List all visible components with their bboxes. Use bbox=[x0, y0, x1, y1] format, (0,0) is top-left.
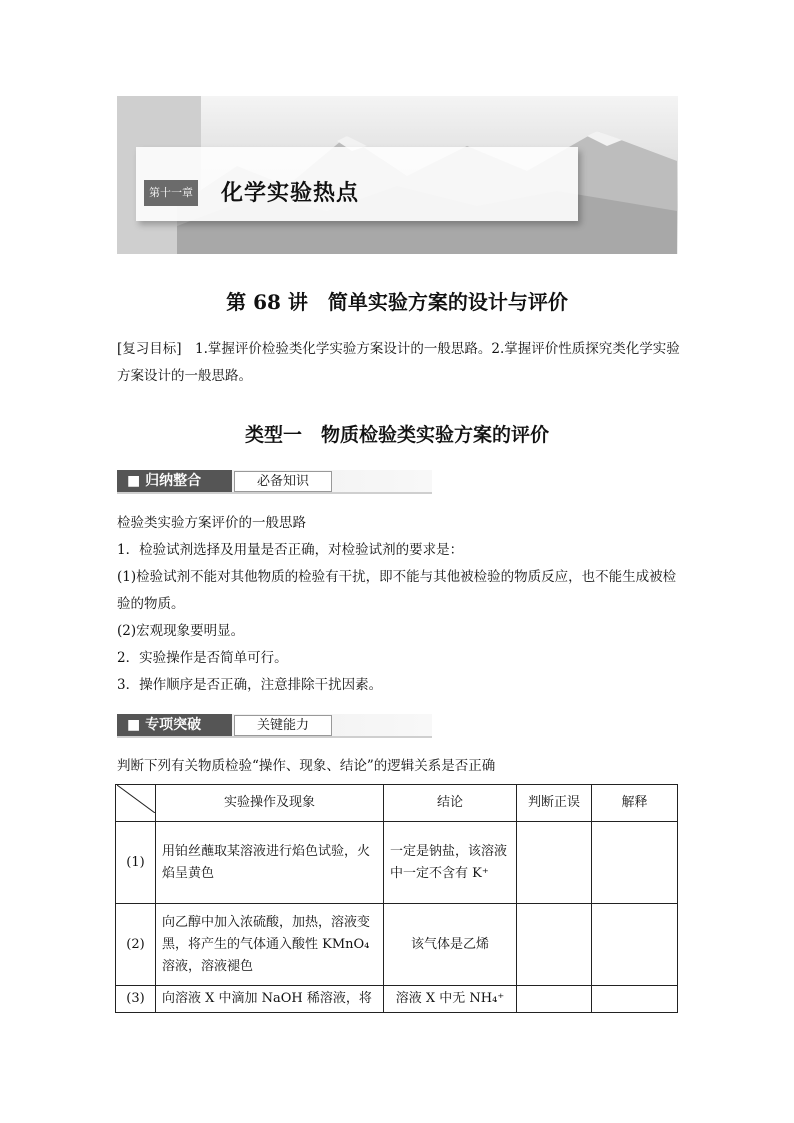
row-conclusion: 溶液 X 中无 NH₄⁺ bbox=[384, 986, 517, 1013]
table-intro: 判断下列有关物质检验“操作、现象、结论”的逻辑关系是否正确 bbox=[117, 758, 496, 774]
review-goal-label: [复习目标] bbox=[117, 341, 182, 357]
lecture-title: 第 68 讲 简单实验方案的设计与评价 bbox=[226, 290, 568, 314]
review-goal-text: 1.掌握评价检验类化学实验方案设计的一般思路。2.掌握评价性质探究类化学实验方案设计的一般思路。 bbox=[117, 341, 680, 384]
content-paragraph: 2．实验操作是否简单可行。 bbox=[117, 650, 288, 666]
row-judgement[interactable] bbox=[517, 986, 592, 1013]
content-block bbox=[117, 510, 682, 699]
content-heading: 检验类实验方案评价的一般思路 bbox=[117, 515, 306, 531]
judgement-table bbox=[115, 784, 678, 1013]
row-operation: 向溶液 X 中滴加 NaOH 稀溶液，将 bbox=[156, 986, 384, 1013]
section-label: ■ 专项突破 bbox=[117, 714, 232, 736]
header-operation: 实验操作及现象 bbox=[156, 785, 384, 822]
header-judgement: 判断正误 bbox=[517, 785, 592, 822]
chapter-banner bbox=[117, 96, 678, 254]
row-conclusion: 一定是钠盐，该溶液中一定不含有 K⁺ bbox=[384, 822, 517, 904]
section-bar-practice bbox=[117, 714, 432, 738]
row-judgement[interactable] bbox=[517, 822, 592, 904]
table-header-row bbox=[116, 785, 678, 822]
section-bar-summary bbox=[117, 470, 432, 494]
header-conclusion: 结论 bbox=[384, 785, 517, 822]
type-title: 类型一 物质检验类实验方案的评价 bbox=[244, 424, 549, 446]
diagonal-line bbox=[117, 785, 155, 813]
row-operation: 用铂丝蘸取某溶液进行焰色试验，火焰呈黄色 bbox=[156, 822, 384, 904]
row-number: (1) bbox=[116, 822, 156, 904]
content-paragraph: (2)宏观现象要明显。 bbox=[117, 623, 245, 639]
header-explanation: 解释 bbox=[592, 785, 678, 822]
row-explanation[interactable] bbox=[592, 904, 678, 986]
table-row bbox=[116, 986, 678, 1013]
review-goal bbox=[117, 336, 682, 390]
row-operation: 向乙醇中加入浓硫酸，加热，溶液变黑，将产生的气体通入酸性 KMnO₄ 溶液，溶液褪色 bbox=[156, 904, 384, 986]
row-judgement[interactable] bbox=[517, 904, 592, 986]
content-paragraph: 1．检验试剂选择及用量是否正确，对检验试剂的要求是： bbox=[117, 542, 464, 558]
table-row bbox=[116, 904, 678, 986]
chapter-label: 第十一章 bbox=[144, 180, 198, 206]
row-explanation[interactable] bbox=[592, 822, 678, 904]
table-row bbox=[116, 822, 678, 904]
row-number: (3) bbox=[116, 986, 156, 1013]
section-label: ■ 归纳整合 bbox=[117, 470, 232, 492]
diagonal-header-cell bbox=[116, 785, 156, 822]
row-explanation[interactable] bbox=[592, 986, 678, 1013]
section-sublabel: 必备知识 bbox=[234, 471, 332, 492]
content-paragraph: (1)检验试剂不能对其他物质的检验有干扰，即不能与其他被检验的物质反应，也不能生成被检验的物质。 bbox=[117, 569, 677, 612]
row-conclusion: 该气体是乙烯 bbox=[384, 904, 517, 986]
content-paragraph: 3．操作顺序是否正确，注意排除干扰因素。 bbox=[117, 677, 383, 693]
chapter-title: 化学实验热点 bbox=[221, 181, 360, 206]
row-number: (2) bbox=[116, 904, 156, 986]
section-sublabel: 关键能力 bbox=[234, 715, 332, 736]
